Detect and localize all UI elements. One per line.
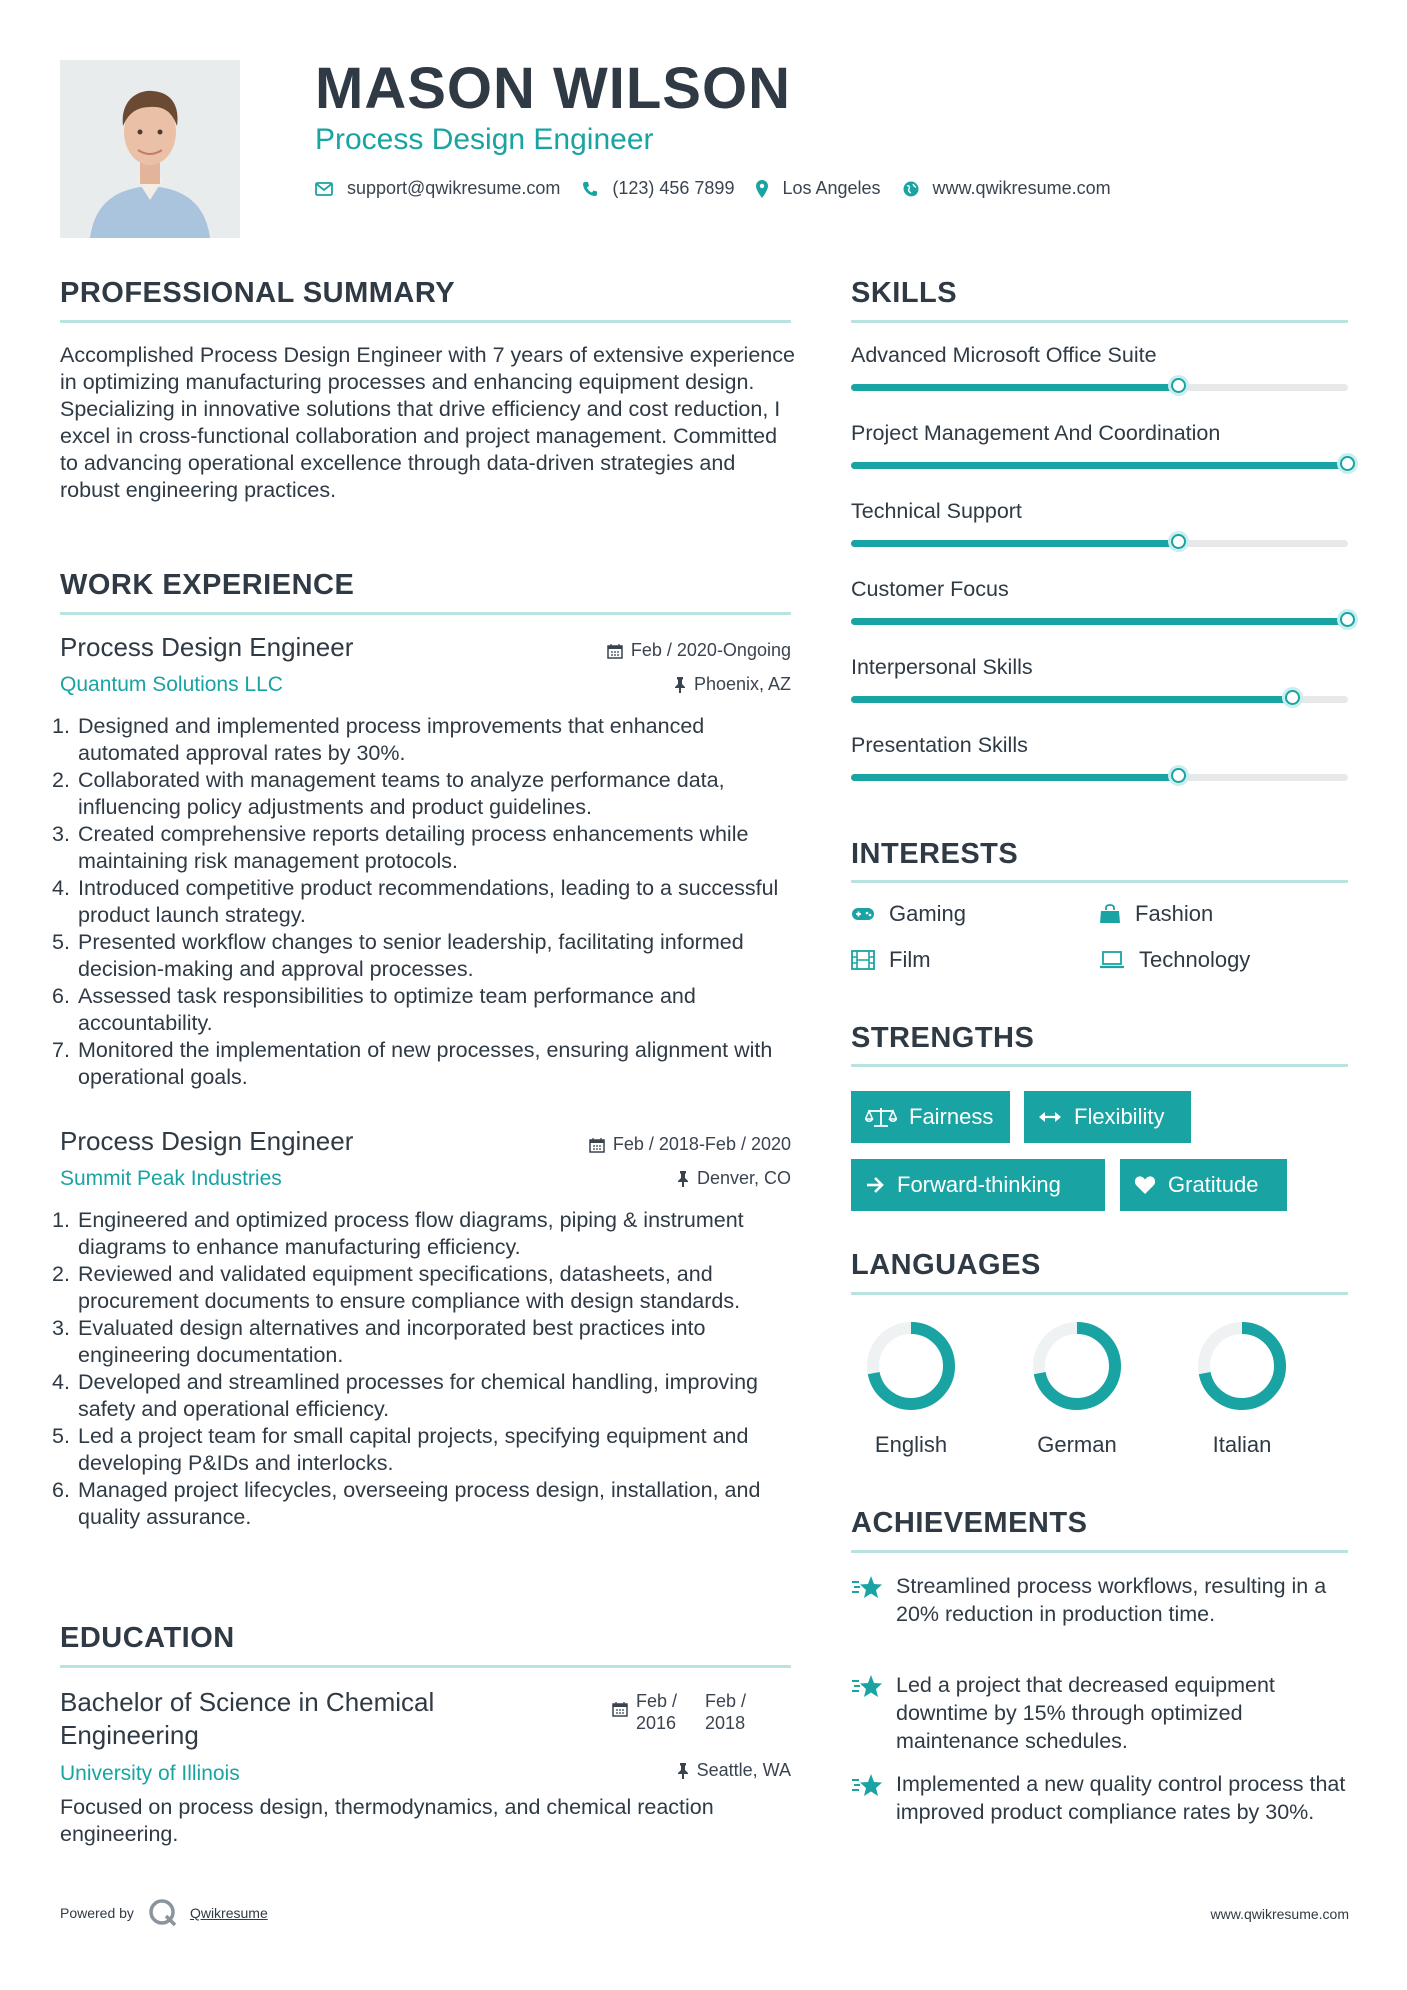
skill-item xyxy=(851,499,1348,547)
skill-fill xyxy=(851,774,1179,781)
language-label: Italian xyxy=(1212,1432,1272,1457)
list-item: 4. Developed and streamlined processes for chemical handling, improving safety and operational efficiency. xyxy=(52,1370,759,1421)
interests-heading: INTERESTS xyxy=(851,838,1019,870)
job-date-text: Feb / 2018-Feb / 2020 xyxy=(612,1134,791,1154)
language-label: German xyxy=(1037,1432,1117,1457)
education-description: Focused on process design, thermodynamics, and chemical reaction engineering. xyxy=(60,1795,714,1846)
languages-divider xyxy=(851,1292,1348,1295)
calendar-icon xyxy=(612,1701,628,1717)
contact-phone[interactable] xyxy=(582,178,734,199)
interest-label: Technology xyxy=(1139,947,1251,972)
skill-label: Customer Focus xyxy=(851,577,1009,601)
achievement-text: Streamlined process workflows, resulting in a 20% reduction in production time. xyxy=(896,1574,1327,1626)
language-ring xyxy=(1029,1318,1125,1414)
footer-website[interactable]: www.qwikresume.com xyxy=(1210,1906,1349,1922)
education-location-text: Seattle, WA xyxy=(696,1760,791,1780)
job-title: Process Design Engineer xyxy=(60,632,354,662)
skill-bar xyxy=(851,462,1348,469)
interest-item xyxy=(851,901,966,927)
skill-item xyxy=(851,577,1348,625)
achievements-divider xyxy=(851,1550,1348,1553)
languages-heading: LANGUAGES xyxy=(851,1249,1041,1281)
skill-item xyxy=(851,655,1348,703)
language-ring xyxy=(1194,1318,1290,1414)
education-heading: EDUCATION xyxy=(60,1622,235,1654)
heart-icon xyxy=(1134,1175,1156,1195)
achievements-heading: ACHIEVEMENTS xyxy=(851,1507,1088,1539)
interest-label: Film xyxy=(889,947,931,972)
strength-label: Forward-thinking xyxy=(897,1172,1061,1197)
contact-bar xyxy=(315,178,1133,199)
language-item xyxy=(1017,1318,1137,1458)
interest-label: Gaming xyxy=(889,901,967,926)
list-item: 6. Managed project lifecycles, overseeing process design, installation, and quality assurance. xyxy=(52,1478,761,1529)
job-location xyxy=(674,674,791,695)
skill-bar xyxy=(851,540,1348,547)
phone-icon xyxy=(582,181,598,197)
shooting-star-icon xyxy=(851,1671,896,1755)
interest-item xyxy=(851,947,931,973)
achievement-item xyxy=(851,1572,1348,1628)
list-item: 5. Presented workflow changes to senior leadership, facilitating informed decision-making and approval processes. xyxy=(52,930,744,981)
shooting-star-icon xyxy=(851,1572,896,1628)
job-entry xyxy=(52,1126,795,1531)
contact-phone-text: (123) 456 7899 xyxy=(612,178,735,198)
job-bullets xyxy=(52,713,795,1091)
education-entry xyxy=(60,1686,795,1848)
skills-heading: SKILLS xyxy=(851,277,958,309)
calendar-icon xyxy=(589,1137,605,1153)
language-item xyxy=(1182,1318,1302,1458)
candidate-title: Process Design Engineer xyxy=(315,123,654,156)
education-end-date: Feb / 2018 xyxy=(705,1691,747,1733)
strength-badge xyxy=(1024,1091,1191,1143)
school-name: University of Illinois xyxy=(60,1762,240,1785)
shopping-bag-icon xyxy=(1099,904,1121,924)
job-title: Process Design Engineer xyxy=(60,1126,354,1156)
job-date xyxy=(607,640,791,661)
skill-fill xyxy=(851,540,1179,547)
achievement-item xyxy=(851,1671,1348,1755)
profile-photo xyxy=(60,60,240,238)
interest-label: Fashion xyxy=(1135,901,1214,926)
summary-text: Accomplished Process Design Engineer with 7 years of extensive experience in optimizing manufacturing processes and enhancing equipment design. Specializing in innovative solutions that drive efficiency and cost reduction, I excel in cross-functional collaboration and project management. Committed to advancing operational excellence through data-driven strategies and robust engineering practices. xyxy=(60,343,795,502)
job-date xyxy=(589,1134,791,1155)
strengths-divider xyxy=(851,1064,1348,1067)
skill-label: Project Management And Coordination xyxy=(851,421,1221,445)
gamepad-icon xyxy=(851,906,875,922)
candidate-name: MASON WILSON xyxy=(315,56,791,121)
strength-badge xyxy=(851,1091,1010,1143)
envelope-icon xyxy=(315,182,333,196)
strength-badge xyxy=(1120,1159,1287,1211)
map-marker-icon xyxy=(756,180,768,198)
brand-link[interactable]: Qwikresume xyxy=(189,1905,268,1921)
job-bullets xyxy=(52,1207,795,1531)
achievement-item xyxy=(851,1770,1348,1826)
globe-icon xyxy=(903,181,919,197)
film-icon xyxy=(851,950,875,970)
education-dates xyxy=(612,1690,774,1734)
skill-label: Advanced Microsoft Office Suite xyxy=(851,343,1157,367)
list-item: 3. Evaluated design alternatives and incorporated best practices into engineering documentation. xyxy=(52,1316,706,1367)
summary-divider xyxy=(60,320,791,323)
strength-label: Gratitude xyxy=(1168,1172,1259,1197)
skill-label: Technical Support xyxy=(851,499,1022,523)
skill-item xyxy=(851,733,1348,781)
skill-knob xyxy=(1171,534,1186,549)
education-location xyxy=(677,1760,791,1781)
qwikresume-logo-icon xyxy=(148,1898,178,1928)
job-entry xyxy=(52,632,795,1091)
pushpin-icon xyxy=(677,1171,689,1187)
job-location xyxy=(677,1168,791,1189)
skill-knob xyxy=(1171,378,1186,393)
language-ring xyxy=(863,1318,959,1414)
skill-knob xyxy=(1340,456,1355,471)
list-item: 1. Engineered and optimized process flow diagrams, piping & instrument diagrams to enhance manufacturing efficiency. xyxy=(52,1208,744,1259)
skill-fill xyxy=(851,462,1348,469)
list-item: 2. Reviewed and validated equipment specifications, datasheets, and procurement documents to ensure compliance with design standards. xyxy=(52,1262,741,1313)
contact-email-text: support@qwikresume.com xyxy=(347,178,561,198)
language-item xyxy=(851,1318,971,1458)
skill-label: Presentation Skills xyxy=(851,733,1028,757)
strengths-heading: STRENGTHS xyxy=(851,1022,1035,1054)
education-divider xyxy=(60,1665,791,1668)
list-item: 5. Led a project team for small capital projects, specifying equipment and developing P&IDs and interlocks. xyxy=(52,1424,749,1475)
job-company: Summit Peak Industries xyxy=(60,1167,282,1190)
skill-bar xyxy=(851,774,1348,781)
arrow-right-icon xyxy=(865,1176,885,1194)
skill-fill xyxy=(851,696,1293,703)
skill-label: Interpersonal Skills xyxy=(851,655,1033,679)
experience-divider xyxy=(60,612,791,615)
skill-bar xyxy=(851,384,1348,391)
strength-label: Fairness xyxy=(909,1104,994,1129)
contact-website-text: www.qwikresume.com xyxy=(932,178,1111,198)
experience-heading: WORK EXPERIENCE xyxy=(60,569,355,601)
skill-fill xyxy=(851,618,1348,625)
list-item: 6. Assessed task responsibilities to optimize team performance and accountability. xyxy=(52,984,696,1035)
list-item: 1. Designed and implemented process improvements that enhanced automated approval rates by 30%. xyxy=(52,714,705,765)
list-item: 4. Introduced competitive product recommendations, leading to a successful product launch strategy. xyxy=(52,876,779,927)
powered-by-label: Powered by xyxy=(60,1905,134,1921)
skill-bar xyxy=(851,696,1348,703)
balance-scale-icon xyxy=(865,1106,897,1128)
job-company: Quantum Solutions LLC xyxy=(60,673,283,696)
contact-location-text: Los Angeles xyxy=(782,178,881,198)
interests-divider xyxy=(851,880,1348,883)
contact-email[interactable] xyxy=(315,178,560,199)
degree-title: Bachelor of Science in Chemical Engineering xyxy=(60,1687,435,1750)
job-date-text: Feb / 2020-Ongoing xyxy=(630,640,791,660)
interest-item xyxy=(1099,901,1213,927)
pushpin-icon xyxy=(674,677,686,693)
achievement-text: Implemented a new quality control process that improved product compliance rates by 30%. xyxy=(896,1772,1346,1824)
calendar-icon xyxy=(607,643,623,659)
strength-badge xyxy=(851,1159,1105,1211)
job-location-text: Denver, CO xyxy=(696,1168,791,1188)
language-label: English xyxy=(874,1432,948,1457)
interest-item xyxy=(1099,947,1250,973)
skill-item xyxy=(851,343,1348,391)
skill-knob xyxy=(1171,768,1186,783)
arrows-horizontal-icon xyxy=(1038,1110,1062,1124)
pushpin-icon xyxy=(677,1763,689,1779)
education-start-date: Feb / 2016 xyxy=(636,1691,678,1733)
laptop-icon xyxy=(1099,951,1125,969)
footer-powered-by xyxy=(60,1898,268,1928)
skill-knob xyxy=(1285,690,1300,705)
list-item: 7. Monitored the implementation of new processes, ensuring alignment with operational goals. xyxy=(52,1038,773,1089)
skills-divider xyxy=(851,320,1348,323)
shooting-star-icon xyxy=(851,1770,896,1826)
strength-label: Flexibility xyxy=(1074,1104,1165,1129)
list-item: 2. Collaborated with management teams to analyze performance data, influencing policy adjustments and product guidelines. xyxy=(52,768,725,819)
list-item: 3. Created comprehensive reports detailing process enhancements while maintaining risk management protocols. xyxy=(52,822,749,873)
skill-fill xyxy=(851,384,1179,391)
summary-heading: PROFESSIONAL SUMMARY xyxy=(60,277,456,309)
job-location-text: Phoenix, AZ xyxy=(693,674,791,694)
contact-website[interactable] xyxy=(903,178,1111,199)
contact-location xyxy=(756,178,880,199)
skill-bar xyxy=(851,618,1348,625)
skill-knob xyxy=(1340,612,1355,627)
skill-item xyxy=(851,421,1348,469)
achievement-text: Led a project that decreased equipment downtime by 15% through optimized maintenance schedules. xyxy=(896,1673,1275,1753)
